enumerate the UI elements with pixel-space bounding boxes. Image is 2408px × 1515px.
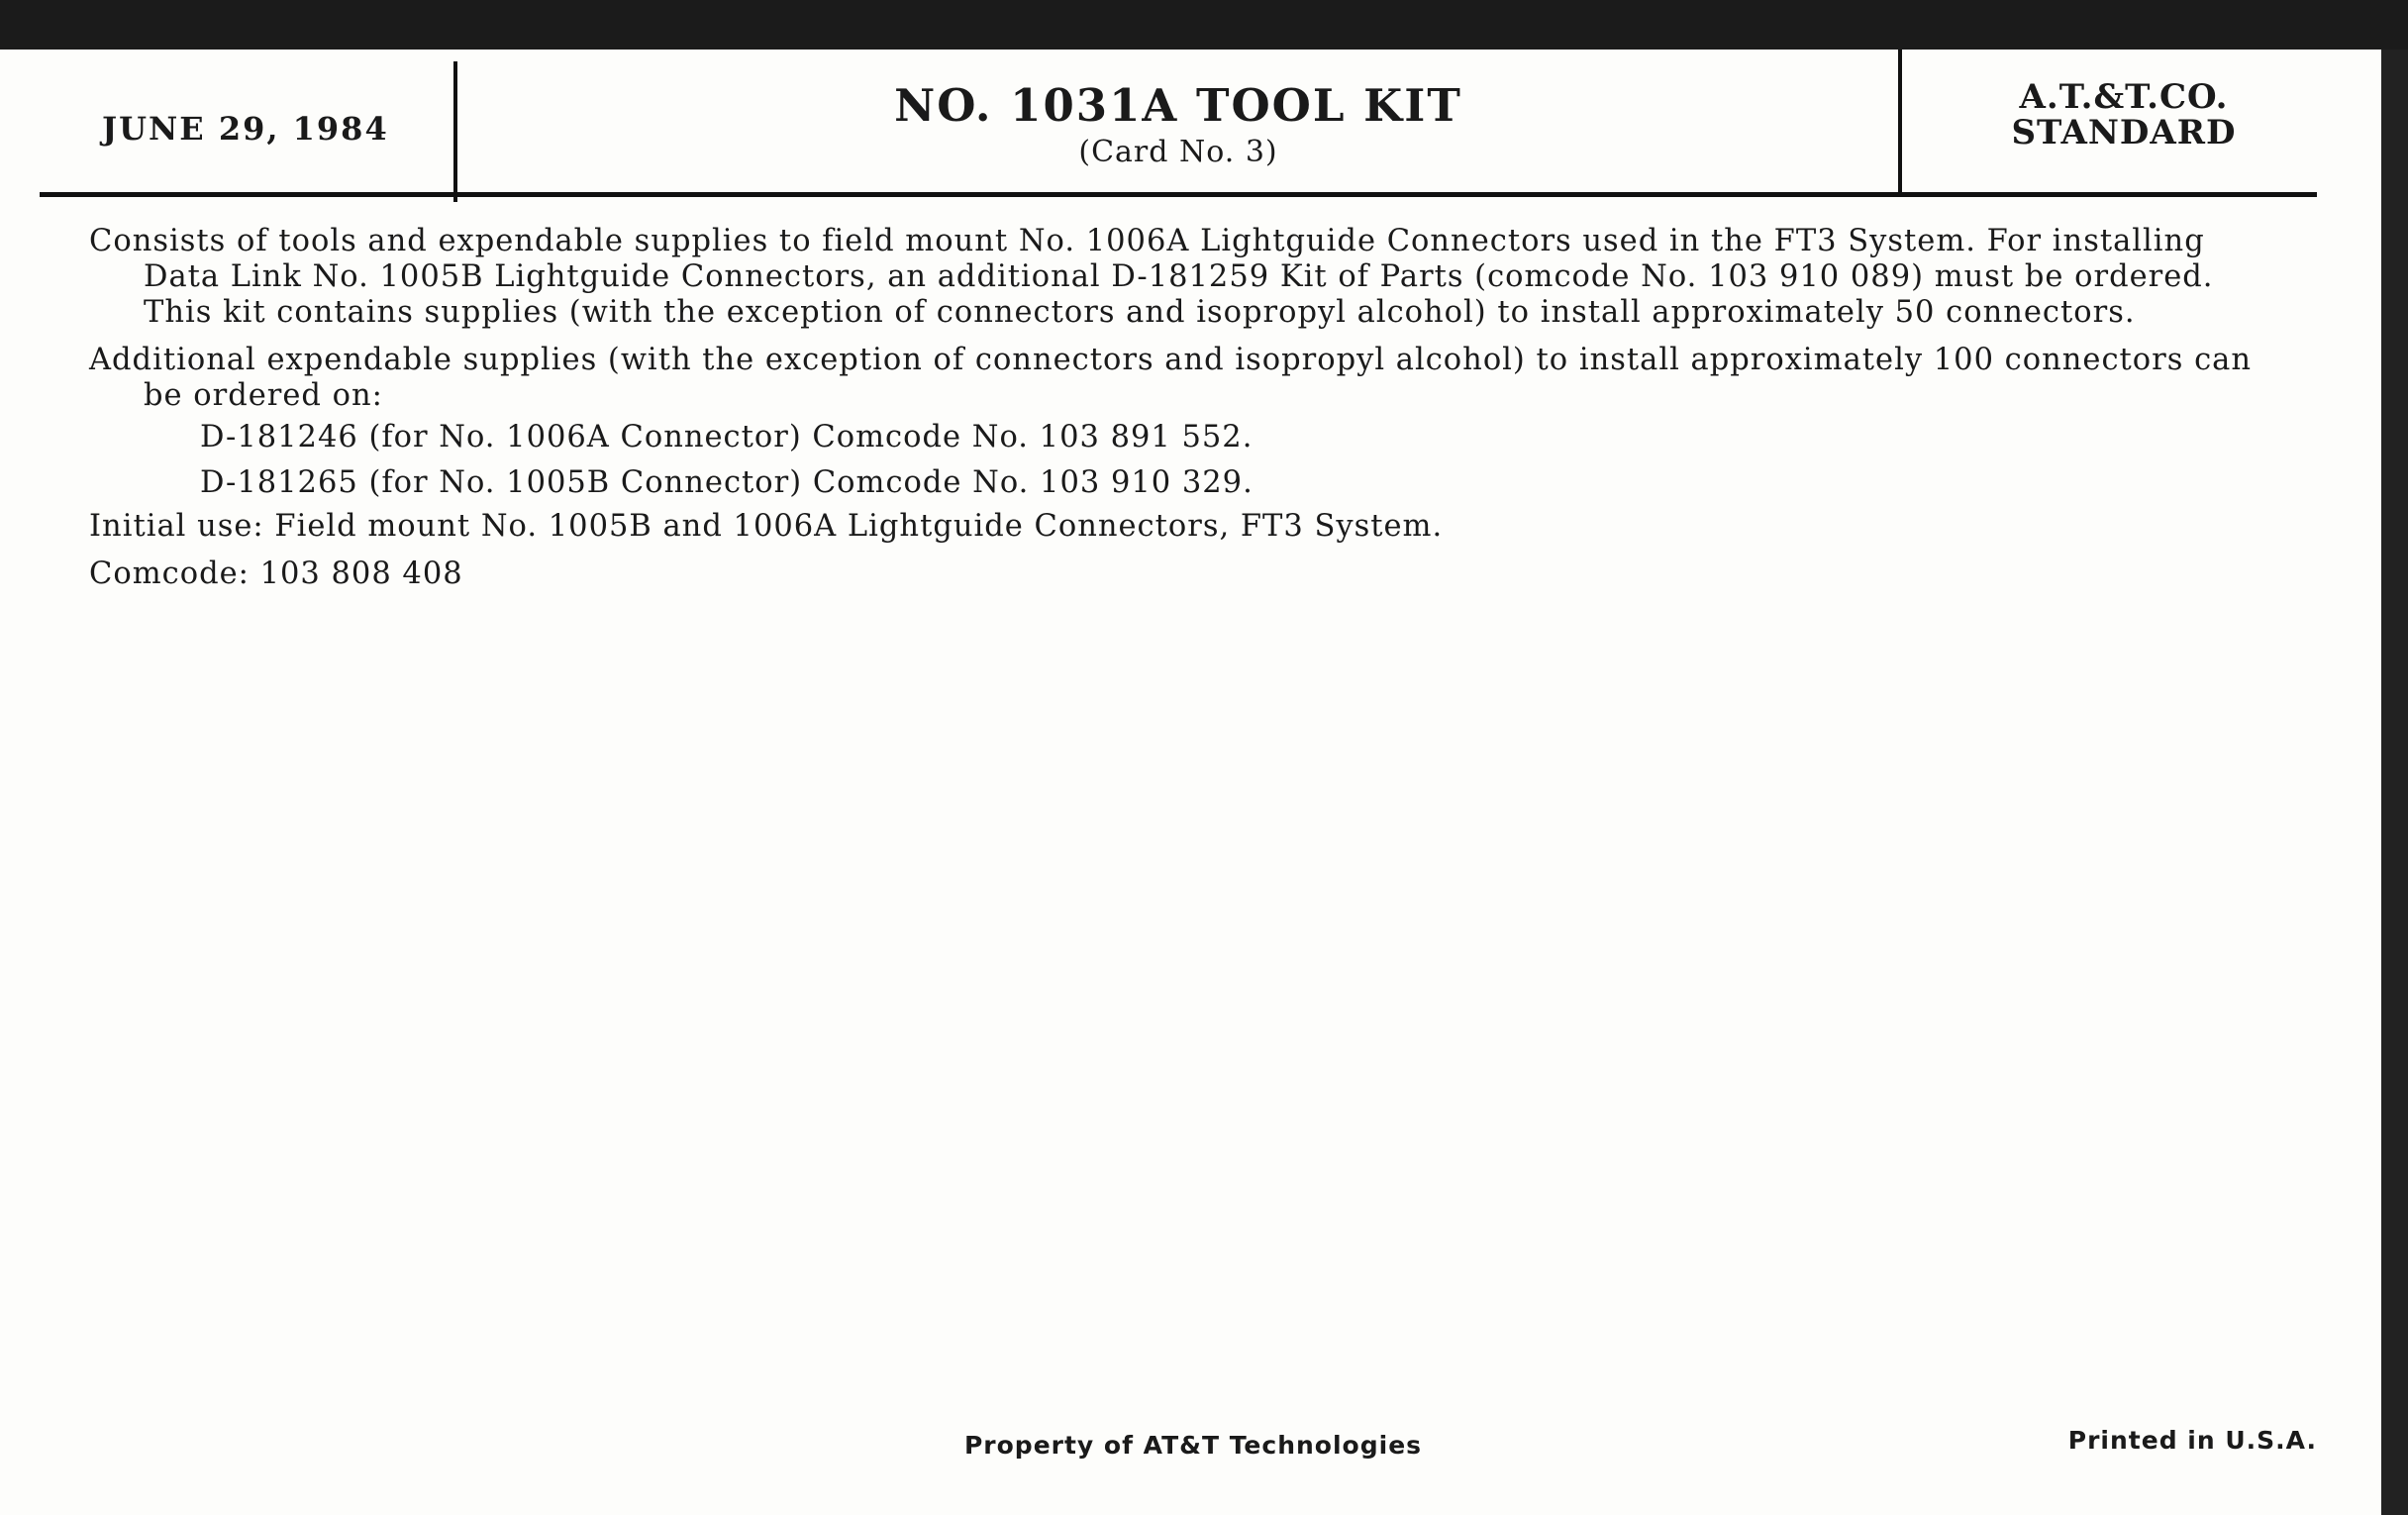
order-item: D-181265 (for No. 1005B Connector) Comcode No. 103 910 329. <box>200 465 1254 500</box>
scan-edge <box>2381 50 2408 1515</box>
comcode: Comcode: 103 808 408 <box>89 556 463 591</box>
company-name: A.T.&T.CO. <box>2019 77 2229 117</box>
card-subtitle: (Card No. 3) <box>1078 135 1278 169</box>
order-item: D-181246 (for No. 1006A Connector) Comcode No. 103 891 552. <box>200 420 1254 454</box>
company-standard <box>1911 79 2337 151</box>
card-body <box>89 224 2271 604</box>
additional-supplies-paragraph: Additional expendable supplies (with the exception of connectors and isopropyl alcohol) to install approximately 100 connectors can be ordered on: <box>89 343 2252 413</box>
issue-date: JUNE 29, 1984 <box>102 110 389 148</box>
card-title: NO. 1031A TOOL KIT <box>894 79 1462 132</box>
standard-label: STANDARD <box>2011 113 2237 152</box>
property-notice: Property of AT&T Technologies <box>963 1431 1423 1460</box>
initial-use: Initial use: Field mount No. 1005B and 1006A Lightguide Connectors, FT3 System. <box>89 509 1444 544</box>
catalog-card <box>0 50 2381 1515</box>
header-divider-right <box>1898 50 1902 196</box>
description-paragraph: Consists of tools and expendable supplies to field mount No. 1006A Lightguide Connectors used in the FT3 System. For installing Data Link No. 1005B Lightguide Connectors, an additional D-181259 Kit of Parts (comcode No. 103 910 089) must be ordered. This kit contains supplies (with the exception of connectors and isopropyl alcohol) to install approximately 50 connectors. <box>89 224 2214 330</box>
printed-notice: Printed in U.S.A. <box>2067 1426 2317 1455</box>
header-divider-left <box>453 61 457 202</box>
header-rule <box>40 192 2317 197</box>
